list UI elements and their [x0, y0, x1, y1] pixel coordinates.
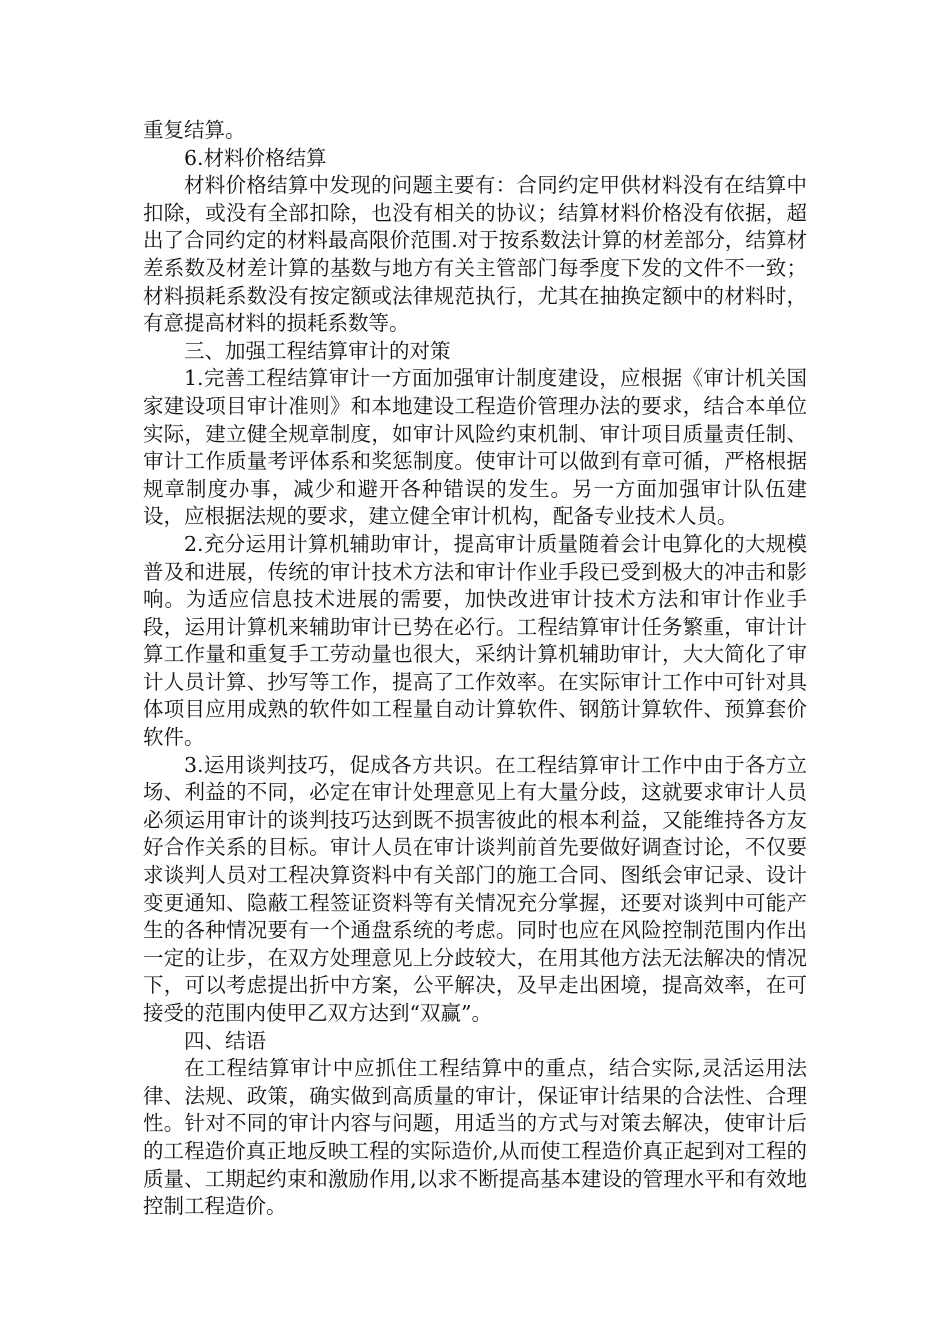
section-heading-material-price: 6.材料价格结算 [184, 145, 327, 170]
document-page [143, 117, 807, 1221]
paragraph-continuation: 重复结算。 [143, 118, 246, 142]
paragraph-countermeasure-2: 2.充分运用计算机辅助审计，提高审计质量随着会计电算化的大规模普及和进展，传统的审计技术方法和审计作业手段已受到极大的冲击和影响。为适应信息技术进展的需要，加快改进审计技术方法和审计作业手段，运用计算机来辅助审计已势在必行。工程结算审计任务繁重，审计计算工作量和重复手工劳动量也很大，采纳计算机辅助审计，大大简化了审计人员计算、抄写等工作，提高了工作效率。在实际审计工作中可针对具体项目应用成熟的软件如工程量自动计算软件、钢筋计算软件、预算套价软件。 [143, 531, 807, 750]
section-heading-conclusion: 四、结语 [184, 1028, 266, 1053]
paragraph-conclusion: 在工程结算审计中应抓住工程结算中的重点，结合实际,灵活运用法律、法规、政策，确实做到高质量的审计，保证审计结果的合法性、合理性。针对不同的审计内容与问题，用适当的方式与对策去解决，使审计后的工程造价真正地反映工程的实际造价,从而使工程造价真正起到对工程的质量、工期起约束和激励作用,以求不断提高基本建设的管理水平和有效地控制工程造价。 [143, 1056, 807, 1219]
paragraph-material-price: 材料价格结算中发现的问题主要有：合同约定甲供材料没有在结算中扣除，或没有全部扣除，也没有相关的协议；结算材料价格没有依据，超出了合同约定的材料最高限价范围.对于按系数法计算的材差部分，结算材差系数及材差计算的基数与地方有关主管部门每季度下发的文件不一致；材料损耗系数没有按定额或法律规范执行，尤其在抽换定额中的材料时，有意提高材料的损耗系数等。 [143, 173, 807, 336]
paragraph-countermeasure-1: 1.完善工程结算审计一方面加强审计制度建设，应根据《审计机关国家建设项目审计准则》和本地建设工程造价管理办法的要求，结合本单位实际，建立健全规章制度，如审计风险约束机制、审计项目质量责任制、审计工作质量考评体系和奖惩制度。使审计可以做到有章可循，严格根据规章制度办事，减少和避开各种错误的发生。另一方面加强审计队伍建设，应根据法规的要求，建立健全审计机构，配备专业技术人员。 [143, 366, 807, 529]
section-heading-countermeasures: 三、加强工程结算审计的对策 [184, 338, 451, 363]
paragraph-countermeasure-3: 3.运用谈判技巧，促成各方共识。在工程结算审计工作中由于各方立场、利益的不同，必定在审计处理意见上有大量分歧，这就要求审计人员必须运用审计的谈判技巧达到既不损害彼此的根本利益，又能维持各方友好合作关系的目标。审计人员在审计谈判前首先要做好调查讨论，不仅要求谈判人员对工程决算资料中有关部门的施工合同、图纸会审记录、设计变更通知、隐蔽工程签证资料等有关情况充分掌握，还要对谈判中可能产生的各种情况要有一个通盘系统的考虑。同时也应在风险控制范围内作出一定的让步，在双方处理意见上分歧较大，在用其他方法无法解决的情况下，可以考虑提出折中方案，公平解决，及早走出困境，提高效率，在可接受的范围内使甲乙双方达到“双赢”。 [143, 752, 807, 1025]
